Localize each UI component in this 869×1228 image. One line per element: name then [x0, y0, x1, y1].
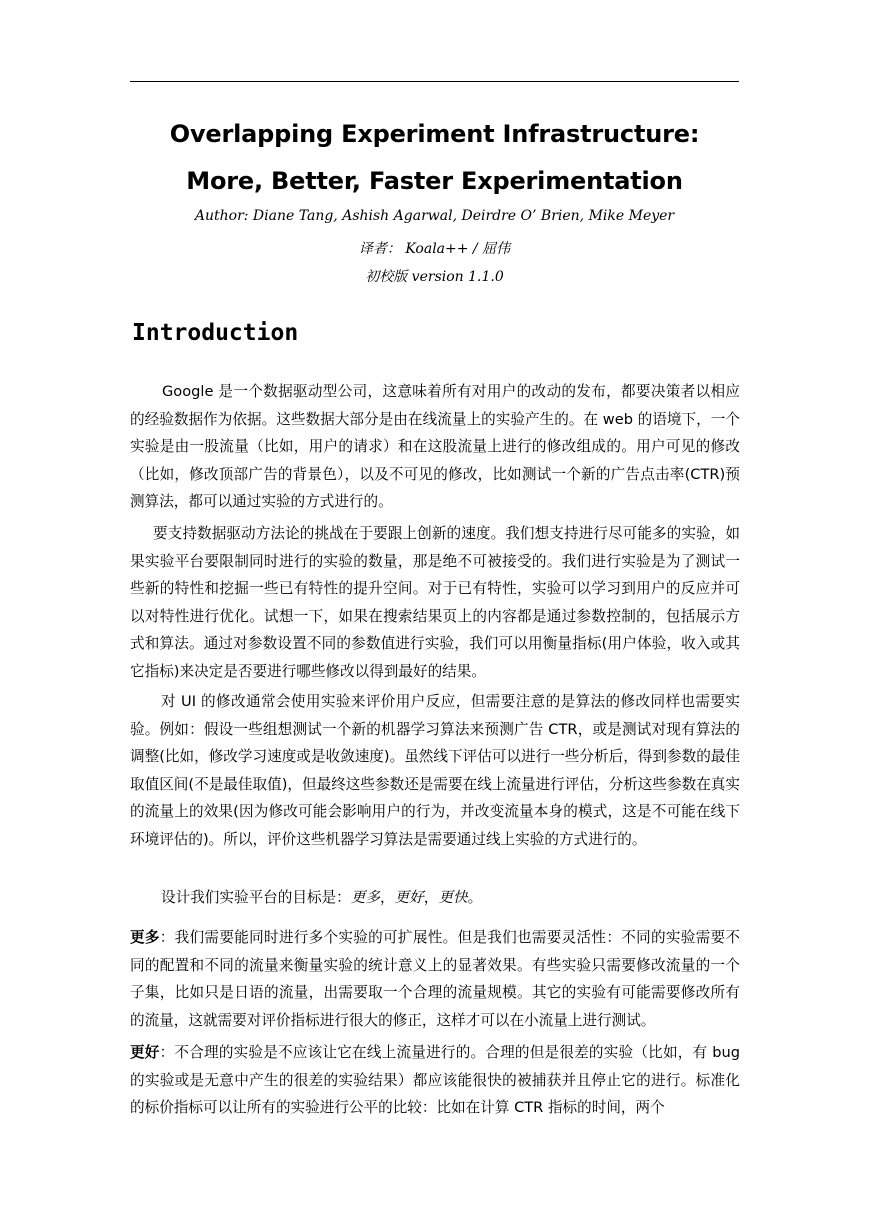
section-heading: Introduction	[132, 320, 299, 346]
paragraph-2: 要支持数据驱动方法论的挑战在于要跟上创新的速度。我们想支持进行尽可能多的实验，如果实验平台要限制同时进行的实验的数量，那是绝不可被接受的。我们进行实验是为了测试一些新的特性和挖掘一些已有特性的提升空间。对于已有特性，实验可以学习到用户的反应并可以对特性进行优化。试想一下，如果在搜索结果页上的内容都是通过参数控制的，包括展示方式和算法。通过对参数设置不同的参数值进行实验，我们可以用衡量指标(用户体验，收入或其它指标)来决定是否要进行哪些修改以得到最好的结果。	[130, 525, 740, 680]
paragraph-4	[130, 884, 740, 912]
better-text: ：不合理的实验是不应该让它在线上流量进行的。合理的但是很差的实验（比如，有 bug 的实验或是无意中产生的很差的实验结果）都应该能很快的被捕获并且停止它的进行。标准化的标价指标可以让所有的实验进行公平的比较：比如在计算 CTR 指标的时间，两个	[130, 1044, 740, 1117]
header-rule	[130, 81, 739, 82]
translator-line: 译者： Koala++ / 屈伟	[358, 241, 511, 257]
goal-more: 更多	[350, 889, 380, 906]
title-line-1: Overlapping Experiment Infrastructure:	[169, 120, 700, 148]
goal-separator-1: ，	[379, 889, 395, 906]
more-text: ：我们需要能同时进行多个实验的可扩展性。但是我们也需要灵活性：不同的实验需要不同的配置和不同的流量来衡量实验的统计意义上的显著效果。有些实验只需要修改流量的一个子集，比如只是日语的流量，出需要取一个合理的流量规模。其它的实验有可能需要修改所有的流量，这就需要对评价指标进行很大的修正，这样才可以在小流量上进行测试。	[130, 929, 740, 1029]
goal-faster: 更快	[438, 889, 468, 906]
title-line-2: More, Better, Faster Experimentation	[186, 167, 683, 195]
paragraph-better	[130, 1039, 740, 1122]
author-line: Author: Diane Tang, Ashish Agarwal, Deirdre O’ Brien, Mike Meyer	[194, 208, 675, 224]
goals-prefix: 设计我们实验平台的目标是：	[161, 889, 351, 906]
more-label: 更多	[130, 929, 160, 946]
paragraph-3: 对 UI 的修改通常会使用实验来评价用户反应，但需要注意的是算法的修改同样也需要实验。例如：假设一些组想测试一个新的机器学习算法来预测广告 CTR，或是测试对现有算法的调整(比如，修改学习速度或是收敛速度)。虽然线下评估可以进行一些分析后，得到参数的最佳取值区间(不是最佳取值)，但最终这些参数还是需要在线上流量进行评估，分析这些参数在真实的流量上的效果(因为修改可能会影响用户的行为，并改变流量本身的模式，这是不可能在线下环境评估的)。所以，评价这些机器学习算法是需要通过线上实验的方式进行的。	[130, 693, 740, 848]
version-line: 初校版 version 1.1.0	[365, 269, 504, 285]
paragraph-1: Google 是一个数据驱动型公司，这意味着所有对用户的改动的发布，都要决策者以相应的经验数据作为依据。这些数据大部分是由在线流量上的实验产生的。在 web 的语境下，一个实验是由一股流量（比如，用户的请求）和在这股流量上进行的修改组成的。用户可见的修改（比如，修改顶部广告的背景色），以及不可见的修改，比如测试一个新的广告点击率(CTR)预测算法，都可以通过实验的方式进行的。	[130, 383, 740, 511]
better-label: 更好	[130, 1044, 160, 1061]
paragraph-more	[130, 924, 740, 1034]
goal-better: 更好	[394, 889, 424, 906]
goal-separator-2: ，	[423, 889, 439, 906]
goals-end: 。	[467, 889, 483, 906]
